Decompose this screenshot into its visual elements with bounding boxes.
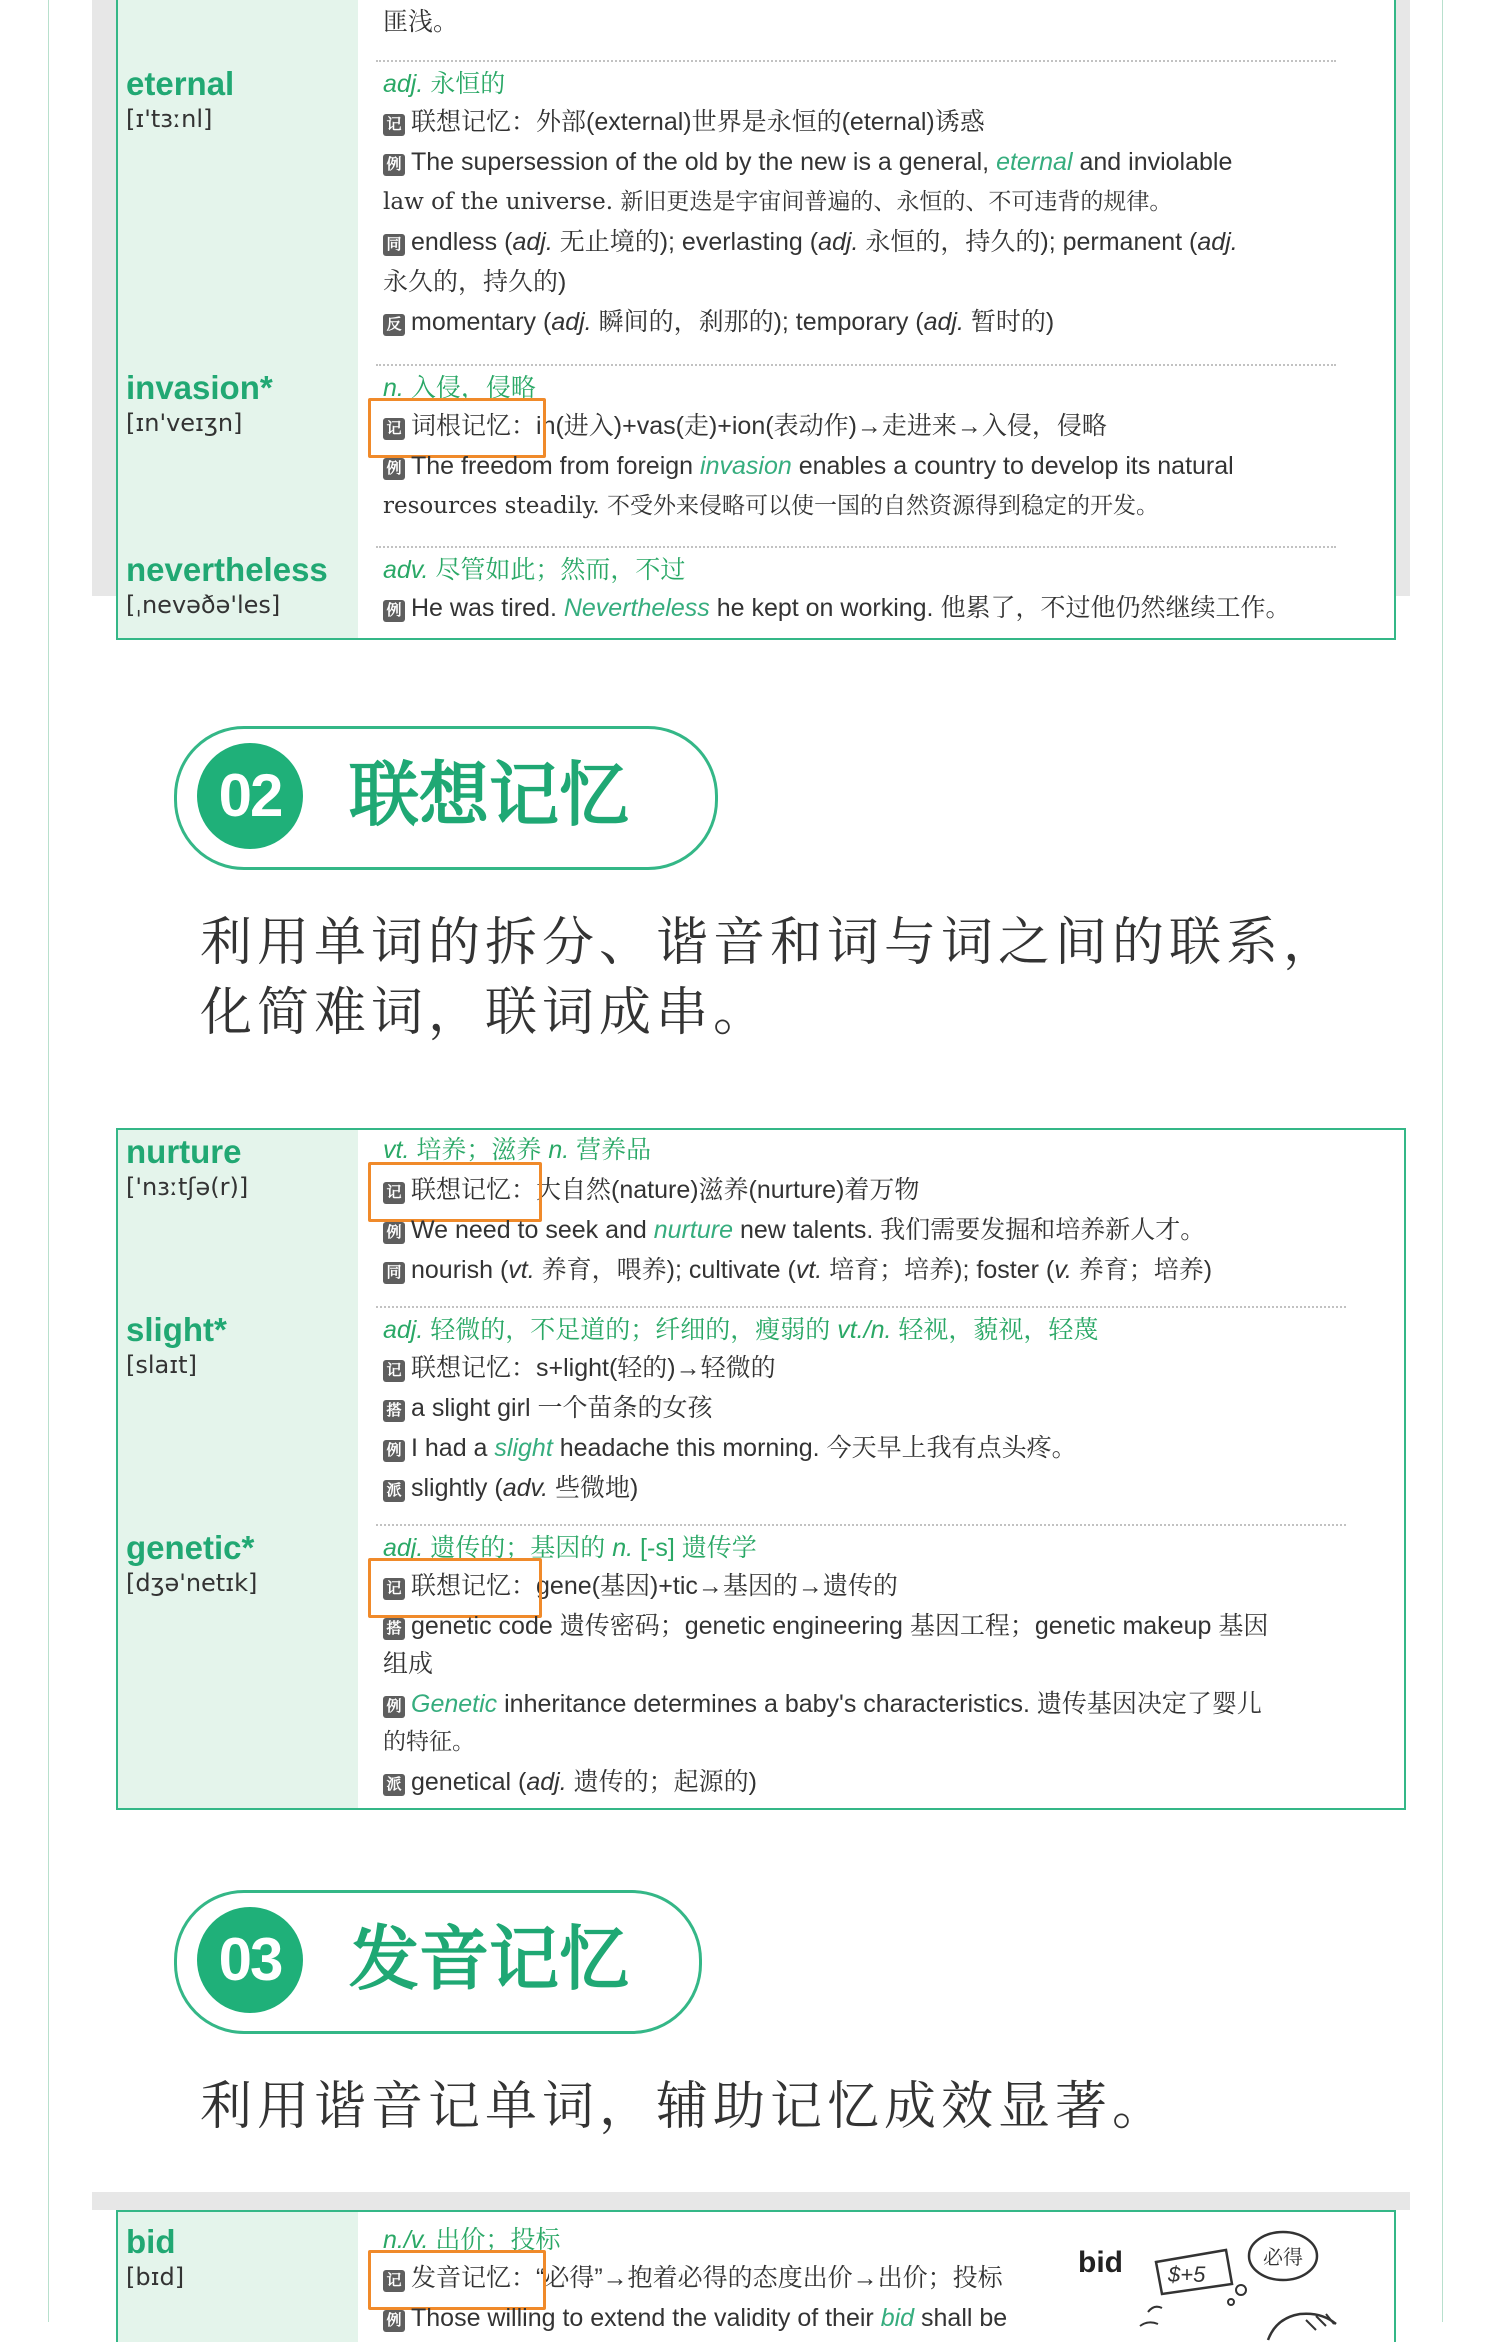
collocation-line-2: 组成: [383, 1650, 434, 1678]
section-number: 02: [197, 743, 303, 849]
example-badge-icon: 例: [383, 600, 405, 622]
phonetic: [bɪd]: [126, 2263, 185, 2291]
example-badge-icon: 例: [383, 1222, 405, 1244]
definition-line: adj. 永恒的: [383, 70, 506, 98]
entry-genetic: [118, 1524, 1404, 1806]
section-description-line-1: 利用单词的拆分、谐音和词与词之间的联系，: [200, 913, 1341, 973]
definition-line: adv. 尽管如此；然而，不过: [383, 556, 686, 584]
entry-divider: [376, 60, 1336, 62]
vocab-table-1: [116, 0, 1396, 640]
memory-line: 记 联想记忆：gene(基因)+tic→基因的→遗传的: [383, 1568, 898, 1604]
memory-line: 记 联想记忆：s+light(轻的)→轻微的: [383, 1350, 776, 1386]
headword: bid: [126, 2223, 176, 2260]
entry-eternal: [118, 60, 1394, 356]
synonym-line: 同 nourish (vt. 养育，喂养); cultivate (vt. 培育；培养); foster (v. 养育；培养): [383, 1252, 1212, 1288]
section-description-line-1: 利用谐音记单词，辅助记忆成效显著。: [200, 2077, 1170, 2137]
phonetic: [dʒə'netɪk]: [126, 1569, 258, 1597]
collocation-badge-icon: 搭: [383, 1400, 405, 1422]
antonym-line: 反 momentary (adj. 瞬间的，刹那的); temporary (adj. 暂时的): [383, 304, 1054, 340]
memory-badge-icon: 记: [383, 1360, 405, 1382]
section-number: 03: [197, 1907, 303, 2013]
derived-badge-icon: 派: [383, 1774, 405, 1796]
headword: genetic*: [126, 1529, 255, 1566]
memory-badge-icon: 记: [383, 2270, 405, 2292]
collocation-line: 搭 genetic code 遗传密码；genetic engineering 基因工程；genetic makeup 基因: [383, 1608, 1268, 1644]
entry-nevertheless: [118, 546, 1394, 638]
memory-badge-icon: 记: [383, 114, 405, 136]
section-title: 发音记忆: [349, 1918, 629, 2000]
example-badge-icon: 例: [383, 154, 405, 176]
synonym-badge-icon: 同: [383, 1262, 405, 1284]
memory-line: 记 联想记忆：大自然(nature)滋养(nurture)着万物: [383, 1172, 919, 1208]
synonym-badge-icon: 同: [383, 234, 405, 256]
derived-badge-icon: 派: [383, 1480, 405, 1502]
synonym-line: 同 endless (adj. 无止境的); everlasting (adj. 永恒的，持久的); permanent (adj.: [383, 224, 1238, 260]
phonetic: ['nɜːtʃə(r)]: [126, 1173, 249, 1201]
memory-badge-icon: 记: [383, 1578, 405, 1600]
speech-bubble: [1228, 2232, 1317, 2305]
section-header-02: [174, 726, 718, 870]
section-header-03: [174, 1890, 702, 2034]
section-description-line-2: 化简难词，联词成串。: [200, 983, 771, 1043]
headword: nevertheless: [126, 551, 328, 588]
antonym-badge-icon: 反: [383, 314, 405, 336]
entry-divider: [376, 364, 1336, 366]
previous-entry-tail: 匪浅。: [383, 8, 459, 36]
example-line: 例 He was tired. Nevertheless he kept on working. 他累了，不过他仍然继续工作。: [383, 590, 1290, 626]
collocation-line: 搭 a slight girl 一个苗条的女孩: [383, 1390, 712, 1426]
table1-shadow-right: [1394, 0, 1410, 596]
vocab-table-3: [116, 2210, 1396, 2342]
phonetic: [ˌnevəðə'les]: [126, 591, 281, 619]
bidding-cartoon-icon: [1128, 2222, 1368, 2342]
headword: nurture: [126, 1133, 242, 1170]
headword: eternal: [126, 65, 235, 102]
vocab-table-2: [116, 1128, 1406, 1810]
table1-shadow-left: [92, 0, 118, 596]
derived-line: 派 genetical (adj. 遗传的；起源的): [383, 1764, 757, 1800]
svg-text:$+5: $+5: [1168, 2262, 1206, 2287]
example-badge-icon: 例: [383, 458, 405, 480]
example-badge-icon: 例: [383, 1696, 405, 1718]
phonetic: [ɪn'veɪʒn]: [126, 409, 243, 437]
synonym-line-2: 永久的，持久的): [383, 268, 567, 296]
example-line: 例 Genetic inheritance determines a baby's characteristics. 遗传基因决定了婴儿: [383, 1686, 1262, 1722]
example-line-2: 的特征。: [383, 1729, 475, 1755]
entry-divider: [376, 546, 1336, 548]
example-line: 例 We need to seek and nurture new talents. 我们需要发掘和培养新人才。: [383, 1212, 1205, 1248]
hand-figure: [1268, 2314, 1336, 2340]
example-line: 例 Those willing to extend the validity of their bid shall be: [383, 2300, 1007, 2336]
definition-line: n./v. 出价；投标: [383, 2226, 561, 2254]
collocation-badge-icon: 搭: [383, 1618, 405, 1640]
example-badge-icon: 例: [383, 1440, 405, 1462]
bid-paddle-sign: [1140, 2250, 1232, 2326]
entry-divider: [376, 1524, 1346, 1526]
example-line-2: law of the universe. 新旧更迭是宇宙间普遍的、永恒的、不可违背的规律。: [383, 189, 1173, 215]
memory-badge-icon: 记: [383, 1182, 405, 1204]
headword: invasion*: [126, 369, 273, 406]
definition-line: adj. 轻微的，不足道的；纤细的，瘦弱的 vt./n. 轻视，藐视，轻蔑: [383, 1316, 1099, 1344]
definition-line: vt. 培养；滋养 n. 营养品: [383, 1136, 652, 1164]
entry-invasion: [118, 364, 1394, 540]
memory-badge-icon: 记: [383, 418, 405, 440]
memory-line: 记 词根记忆：in(进入)+vas(走)+ion(表动作)→走进来→入侵，侵略: [383, 408, 1107, 444]
derived-line: 派 slightly (adv. 些微地): [383, 1470, 638, 1506]
page-frame-left: [48, 0, 49, 2322]
example-line: 例 The supersession of the old by the new is a general, eternal and inviolable: [383, 144, 1232, 180]
entry-nurture: [118, 1130, 1404, 1306]
table3-shadow-bar: [92, 2192, 1410, 2210]
phonetic: [slaɪt]: [126, 1351, 197, 1379]
entry-bid: [118, 2212, 1394, 2342]
headword: slight*: [126, 1311, 227, 1348]
definition-line: n. 入侵，侵略: [383, 374, 536, 402]
phonetic: [ɪ'tɜːnl]: [126, 105, 213, 133]
example-badge-icon: 例: [383, 2310, 405, 2332]
section-title: 联想记忆: [349, 754, 629, 836]
entry-divider: [376, 1306, 1346, 1308]
cartoon-word: bid: [1078, 2246, 1123, 2279]
memory-line: 记 发音记忆：“必得”→抱着必得的态度出价→出价；投标: [383, 2260, 1003, 2296]
example-line: 例 The freedom from foreign invasion enables a country to develop its natural: [383, 448, 1234, 484]
entry-slight: [118, 1306, 1404, 1524]
svg-text:必得: 必得: [1263, 2245, 1303, 2269]
example-line: 例 I had a slight headache this morning. 今天早上我有点头疼。: [383, 1430, 1077, 1466]
memory-line: 记 联想记忆：外部(external)世界是永恒的(eternal)诱惑: [383, 104, 985, 140]
page-frame-right: [1442, 0, 1443, 2322]
example-line-2: resources steadily. 不受外来侵略可以使一国的自然资源得到稳定的开发。: [383, 493, 1160, 519]
definition-line: adj. 遗传的；基因的 n. [-s] 遗传学: [383, 1534, 757, 1562]
